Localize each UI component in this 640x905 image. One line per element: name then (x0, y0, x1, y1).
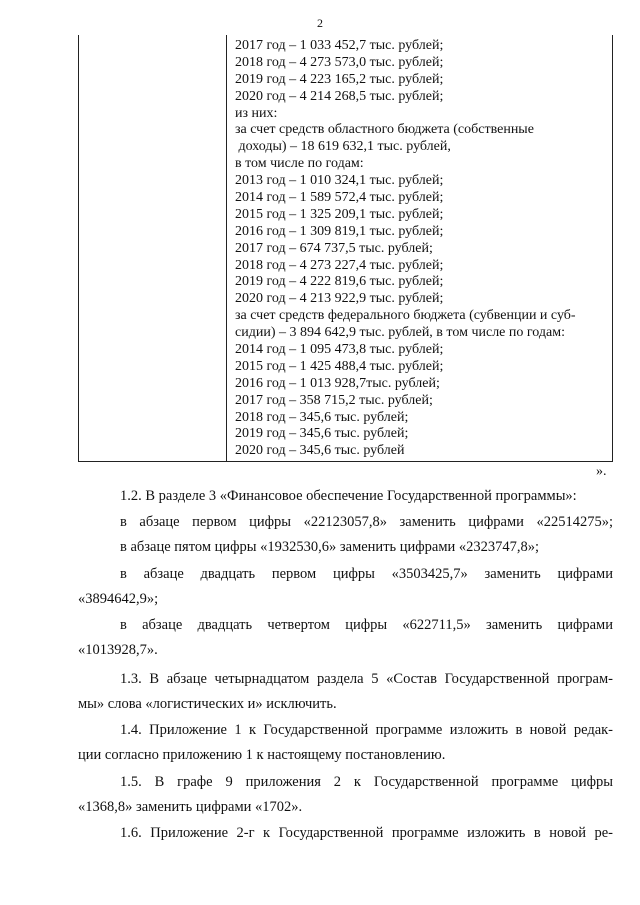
paragraph-abz5 (78, 535, 613, 560)
funding-line: 2015 год – 1 325 209,1 тыс. рублей; (235, 206, 444, 222)
paragraph-line: в абзаце двадцать первом цифры «3503425,7» заменить цифрами (120, 566, 613, 582)
funding-line: 2019 год – 4 222 819,6 тыс. рублей; (235, 274, 444, 290)
paragraph-line: в абзаце первом цифры «22123057,8» заменить цифрами «22514275»; (120, 514, 613, 530)
paragraph-line: мы» слова «логистических и» исключить. (78, 696, 337, 712)
paragraph-line: в абзаце пятом цифры «1932530,6» заменить цифрами «2323747,8»; (120, 539, 540, 555)
paragraph-1-6 (78, 821, 613, 846)
paragraph-line: 1.4. Приложение 1 к Государственной программе изложить в новой редак- (120, 722, 613, 738)
page-number: 2 (317, 16, 323, 30)
paragraph-line: ции согласно приложению 1 к настоящему постановлению. (78, 747, 446, 763)
paragraph-abz24 (78, 613, 613, 663)
funding-line: 2018 год – 345,6 тыс. рублей; (235, 409, 409, 425)
paragraph-line: 1.6. Приложение 2-г к Государственной программе изложить в новой ре- (120, 825, 613, 841)
paragraph-line: 1.5. В графе 9 приложения 2 к Государственной программе цифры (120, 774, 613, 790)
paragraph-abz1 (78, 510, 613, 535)
funding-line: 2018 год – 4 273 573,0 тыс. рублей; (235, 54, 444, 70)
paragraph-line: 1.3. В абзаце четырнадцатом раздела 5 «Состав Государственной програм- (120, 671, 613, 687)
paragraph-1-4 (78, 718, 613, 768)
funding-line: 2017 год – 358 715,2 тыс. рублей; (235, 392, 433, 408)
paragraph-line: «1013928,7». (78, 642, 158, 658)
funding-line: 2013 год – 1 010 324,1 тыс. рублей; (235, 173, 444, 189)
funding-line: 2014 год – 1 095 473,8 тыс. рублей; (235, 342, 444, 358)
funding-line: 2017 год – 674 737,5 тыс. рублей; (235, 240, 433, 256)
funding-lines (235, 38, 610, 460)
funding-line: 2015 год – 1 425 488,4 тыс. рублей; (235, 358, 444, 374)
funding-line: 2020 год – 345,6 тыс. рублей (235, 443, 405, 459)
closing-quote: ». (596, 464, 607, 479)
table-left-cell (78, 35, 227, 462)
funding-line: 2019 год – 4 223 165,2 тыс. рублей; (235, 71, 444, 87)
paragraph-1-2 (78, 484, 613, 509)
paragraph-line: в абзаце двадцать четвертом цифры «622711,5» заменить цифрами (120, 617, 613, 633)
funding-line: 2020 год – 4 214 268,5 тыс. рублей; (235, 88, 444, 104)
funding-line: 2018 год – 4 273 227,4 тыс. рублей; (235, 257, 444, 273)
funding-line: 2020 год – 4 213 922,9 тыс. рублей; (235, 291, 444, 307)
funding-line: за счет средств федерального бюджета (субвенции и суб- (235, 308, 576, 324)
paragraph-line: 1.2. В разделе 3 «Финансовое обеспечение Государственной программы»: (120, 488, 577, 504)
funding-line: 2016 год – 1 309 819,1 тыс. рублей; (235, 223, 444, 239)
paragraph-abz21 (78, 562, 613, 612)
paragraph-1-5 (78, 770, 613, 820)
funding-line: доходы) – 18 619 632,1 тыс. рублей, (235, 139, 451, 155)
funding-line: 2014 год – 1 589 572,4 тыс. рублей; (235, 190, 444, 206)
program-table (78, 35, 613, 462)
paragraph-line: «3894642,9»; (78, 591, 159, 607)
funding-line: в том числе по годам: (235, 156, 364, 172)
funding-line: из них: (235, 105, 278, 121)
funding-line: сидии) – 3 894 642,9 тыс. рублей, в том числе по годам: (235, 325, 565, 341)
funding-line: за счет средств областного бюджета (собственные (235, 122, 534, 138)
funding-line: 2019 год – 345,6 тыс. рублей; (235, 426, 409, 442)
paragraph-line: «1368,8» заменить цифрами «1702». (78, 799, 303, 815)
paragraph-1-3 (78, 667, 613, 717)
funding-line: 2016 год – 1 013 928,7тыс. рублей; (235, 375, 440, 391)
funding-line: 2017 год – 1 033 452,7 тыс. рублей; (235, 38, 444, 53)
